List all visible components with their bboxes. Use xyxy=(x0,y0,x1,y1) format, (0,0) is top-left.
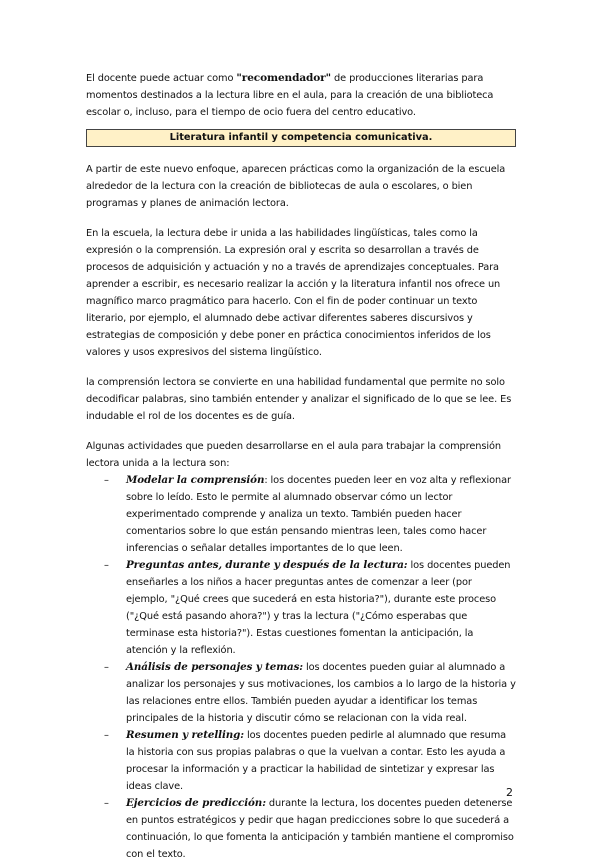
body-paragraph-2: En la escuela, la lectura debe ir unida a las habilidades lingüísticas, tales como la expresión o la comprensión. La expresión oral y escrita so desarrollan a través de procesos de adquisición y actuación y no a través de aprendizajes conceptuales. Para aprender a escribir, es necesario realizar la acción y la literatura infantil nos ofrece un magnífico marco pragmático para hacerlo. Con el fin de poder continuar un texto literario, por ejemplo, el alumnado debe activar diferentes saberes discursivos y estrategias de composición y debe poner en práctica conocimientos inferidos de los valores y usos expresivos del sistema lingüístico. xyxy=(86,228,501,358)
dash-bullet: – xyxy=(104,730,109,741)
body-paragraph-3: la comprensión lectora se convierte en una habilidad fundamental que permite no solo decodificar palabras, sino también entender y analizar el significado de lo que se lee. Es indudable el rol de los docentes es de guía. xyxy=(86,377,512,422)
list-intro: Algunas actividades que pueden desarrollarse en el aula para trabajar la comprensión lectora unida a la lectura son: xyxy=(86,441,502,469)
activity-term: Preguntas antes, durante y después de la lectura: xyxy=(126,559,408,571)
intro-text-start: El docente puede actuar como xyxy=(86,73,237,84)
activity-text: los docentes pueden enseñarles a los niños a hacer preguntas antes de comenzar a leer (por ejemplo, "¿Qué crees que sucederá en esta historia?"), durante este proceso ("¿Qué está pasando ahora?") y tras la lectura ("¿Cómo esperabas que terminase esta historia?"). Estas cuestiones fomentan la anticipación, la atención y la reflexión. xyxy=(126,560,511,656)
activity-term: Modelar la comprensión xyxy=(126,474,265,486)
activity-list xyxy=(86,472,516,863)
dash-bullet: – xyxy=(104,798,109,809)
body-paragraph-1: A partir de este nuevo enfoque, aparecen prácticas como la organización de la escuela alrededor de la lectura con la creación de bibliotecas de aula o escolares, o bien programas y planes de animación lectora. xyxy=(86,164,506,209)
list-item xyxy=(104,795,516,863)
dash-bullet: – xyxy=(104,560,109,571)
list-item xyxy=(104,727,516,795)
list-item xyxy=(104,472,516,557)
dash-bullet: – xyxy=(104,475,109,486)
activity-text: durante la lectura, los docentes pueden detenerse en puntos estratégicos y pedir que hagan predicciones sobre lo que sucederá a continuación, lo que fomenta la anticipación y también mantiene el compromiso con el texto. xyxy=(126,798,514,860)
intro-paragraph xyxy=(86,70,516,121)
activity-text: los docentes pueden guiar al alumnado a analizar los personajes y sus motivaciones, los cambios a lo largo de la historia y las relaciones entre ellos. También pueden ayudar a identificar los temas principales de la historia y discutir cómo se relacionan con la vida real. xyxy=(126,662,516,724)
page-number: 2 xyxy=(506,786,513,799)
list-item xyxy=(104,557,516,659)
intro-highlight: "recomendador" xyxy=(236,72,331,84)
list-item xyxy=(104,659,516,727)
activity-text: los docentes pueden pedirle al alumnado que resuma la historia con sus propias palabras o que la vuelvan a contar. Esto les ayuda a procesar la información y a practicar la habilidad de sintetizar y expresar las ideas clave. xyxy=(126,730,507,792)
dash-bullet: – xyxy=(104,662,109,673)
intro-text-end: de producciones literarias para momentos destinados a la lectura libre en el aula, para la creación de una biblioteca escolar o, incluso, para el tiempo de ocio fuera del centro educativo. xyxy=(86,73,494,118)
activity-term: Resumen y retelling: xyxy=(126,729,244,741)
activity-term: Análisis de personajes y temas: xyxy=(126,661,303,673)
section-heading: Literatura infantil y competencia comunicativa. xyxy=(86,129,516,147)
activity-text: : los docentes pueden leer en voz alta y reflexionar sobre lo leído. Esto le permite al alumnado observar cómo un lector experimentado comprende y analiza un texto. También pueden hacer comentarios sobre lo que están pensando mientras leen, tales como hacer inferencias o señalar detalles importantes de lo que leen. xyxy=(126,475,511,554)
page-content xyxy=(86,70,516,863)
activity-term: Ejercicios de predicción: xyxy=(126,797,266,809)
